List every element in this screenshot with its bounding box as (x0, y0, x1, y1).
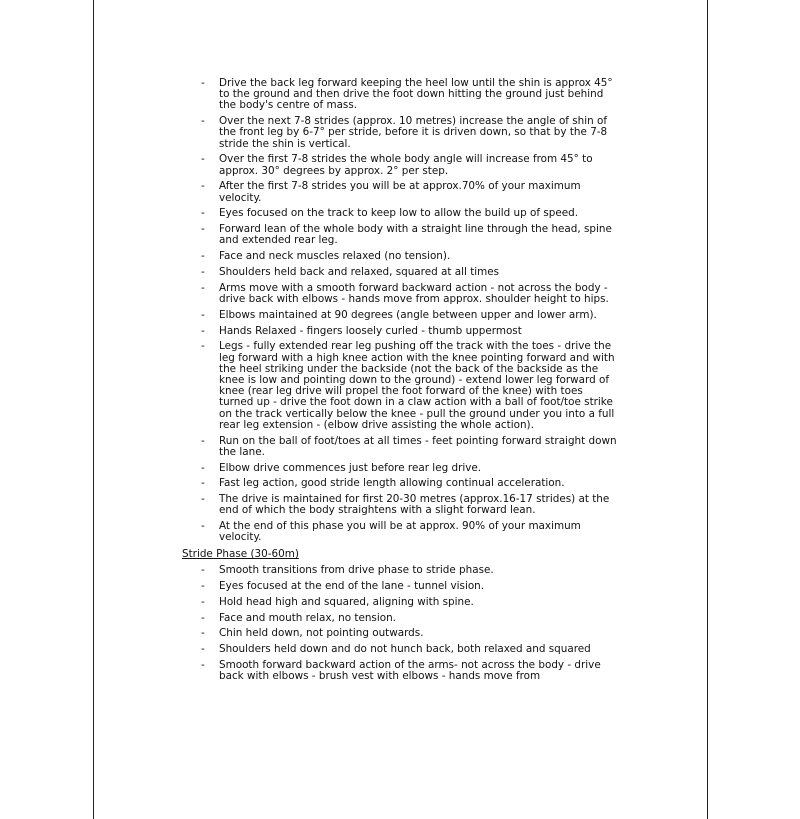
list-item-text: Shoulders held back and relaxed, squared at all times (219, 266, 500, 278)
list-item-text: Elbows maintained at 90 degrees (angle between upper and lower arm). (219, 308, 597, 321)
list-item (94, 283, 619, 305)
list-item-text: Smooth transitions from drive phase to stride phase. (219, 564, 494, 577)
list-item-text: After the first 7-8 strides you will be at approx.70% of your maximum velocity. (219, 180, 581, 204)
bullet-marker: - (201, 223, 205, 236)
list-item-text: Arms move with a smooth forward backward action - not across the body - drive back with elbows - hands move from approx. shoulder height to hips. (219, 281, 609, 305)
list-item-text: The drive is maintained for first 20-30 metres (approx.16-17 strides) at the end of which the body straightens with a slight forward lean. (219, 493, 610, 517)
list-item (94, 326, 619, 337)
list-item-text: Eyes focused on the track to keep low to allow the build up of speed. (219, 207, 579, 220)
list-item (94, 644, 619, 655)
list-item (94, 628, 619, 639)
list-item (94, 154, 619, 176)
list-item (94, 565, 619, 576)
list-item-text: Elbow drive commences just before rear leg drive. (219, 461, 482, 474)
page-content (94, 78, 707, 687)
list-item-text: Hold head high and squared, aligning with spine. (219, 595, 474, 608)
bullet-marker: - (201, 266, 205, 278)
bullet-marker: - (201, 180, 205, 193)
bullet-marker: - (201, 207, 205, 220)
document-page (93, 0, 708, 819)
bullet-marker: - (201, 115, 205, 128)
list-item-text: Drive the back leg forward keeping the heel low until the shin is approx 45° to the ground and then drive the foot down hitting the ground just behind the body's centre of mass. (219, 77, 613, 112)
list-item (94, 341, 619, 431)
list-item (94, 251, 619, 262)
bullet-marker: - (201, 493, 205, 506)
bullet-marker: - (201, 658, 205, 671)
list-item-text: Eyes focused at the end of the lane - tunnel vision. (219, 580, 485, 592)
list-item-text: Hands Relaxed - fingers loosely curled - thumb uppermost (219, 324, 522, 337)
list-item (94, 78, 619, 112)
list-item-text: At the end of this phase you will be at approx. 90% of your maximum velocity. (219, 520, 581, 544)
list-item (94, 597, 619, 608)
bullet-marker: - (201, 595, 205, 608)
list-item (94, 613, 619, 624)
list-item (94, 478, 619, 489)
stride-phase-list (94, 565, 707, 682)
list-item (94, 581, 619, 592)
bullet-marker: - (201, 477, 205, 490)
bullet-marker: - (201, 643, 205, 656)
bullet-marker: - (201, 250, 205, 263)
bullet-marker: - (201, 434, 205, 447)
list-item-text: Legs - fully extended rear leg pushing off the track with the toes - drive the leg forward with a high knee action with the knee pointing forward and with the heel striking under the backside (not the back of the backside as the knee is low and pointing down to the ground) - extend lower leg forward of knee (rear leg drive will propel the foot forward of the knee) with toes turned up - drive the foot down in a claw action with a ball of foot/toe strike on the track vertically below the knee - pull the ground under you into a full rear leg extension - (elbow drive assisting the whole action). (219, 340, 615, 431)
list-item-text: Fast leg action, good stride length allowing continual acceleration. (219, 477, 565, 490)
list-item (94, 494, 619, 516)
bullet-marker: - (201, 627, 205, 640)
list-item (94, 267, 619, 278)
list-item-text: Face and mouth relax, no tension. (219, 611, 396, 624)
bullet-marker: - (201, 308, 205, 321)
list-item (94, 181, 619, 203)
bullet-marker: - (201, 611, 205, 624)
list-item-text: Forward lean of the whole body with a straight line through the head, spine and extended rear leg. (219, 223, 612, 247)
bullet-marker: - (201, 324, 205, 337)
list-item (94, 310, 619, 321)
list-item-text: Over the next 7-8 strides (approx. 10 metres) increase the angle of shin of the front leg by 6-7° per stride, before it is driven down, so that by the 7-8 stride the shin is vertical. (219, 115, 608, 150)
list-item-text: Chin held down, not pointing outwards. (219, 627, 424, 640)
list-item-text: Face and neck muscles relaxed (no tension). (219, 250, 451, 263)
bullet-marker: - (201, 520, 205, 533)
bullet-marker: - (201, 564, 205, 577)
drive-phase-list (94, 78, 707, 544)
bullet-marker: - (201, 340, 205, 353)
bullet-marker: - (201, 77, 205, 89)
bullet-marker: - (201, 153, 205, 166)
bullet-marker: - (201, 580, 205, 592)
list-item (94, 116, 619, 150)
bullet-marker: - (201, 281, 205, 294)
list-item (94, 463, 619, 474)
bullet-marker: - (201, 461, 205, 474)
list-item (94, 436, 619, 458)
list-item (94, 208, 619, 219)
list-item-text: Over the first 7-8 strides the whole body angle will increase from 45° to approx. 30° degrees by approx. 2° per step. (219, 153, 593, 177)
stride-phase-heading: Stride Phase (30-60m) (182, 548, 299, 561)
list-item-text: Shoulders held down and do not hunch back, both relaxed and squared (219, 643, 591, 656)
list-item-text: Run on the ball of foot/toes at all times - feet pointing forward straight down the lane. (219, 434, 617, 458)
list-item (94, 660, 619, 682)
list-item (94, 224, 619, 246)
list-item-text: Smooth forward backward action of the arms- not across the body - drive back with elbows - brush vest with elbows - hands move from (219, 658, 601, 683)
list-item (94, 521, 619, 543)
